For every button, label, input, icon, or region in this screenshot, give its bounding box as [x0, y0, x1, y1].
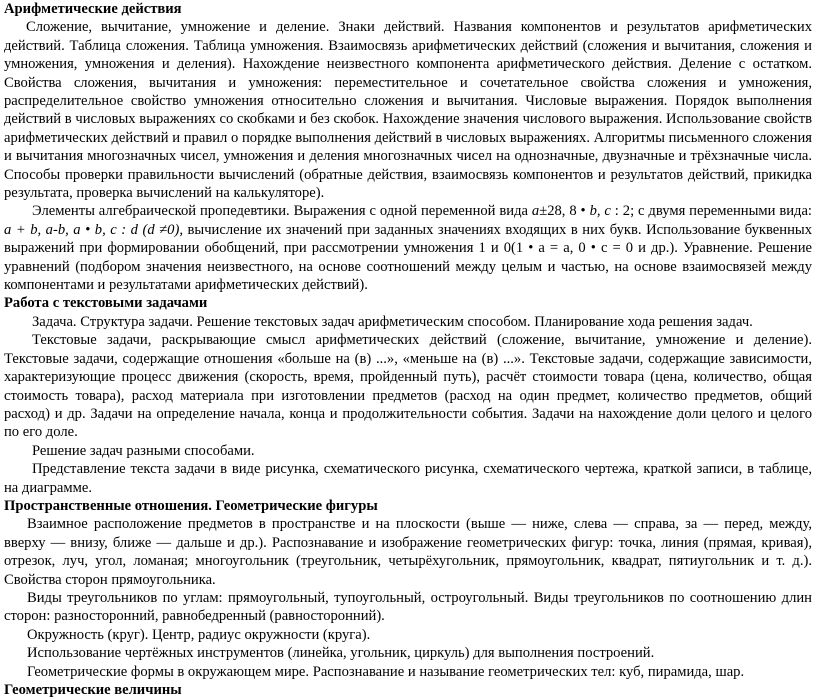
paragraph-text-part: Элементы алгебраической пропедевтики. Выражения с одной переменной вида	[32, 203, 532, 220]
paragraph-text-part: вычисление их значений при заданных значениях входящих в них букв. Использование буквенных выражений при формировании обобщений, при рассмотрении умножения 1 и 0(1 • а = а, 0 • с = 0 и др.). Уравнение. Решение уравнений (подбором значения неизвестного, на основе соотношений между целым и частью, на основе взаимосвязей между компонентами и результатами арифметических действий).	[4, 221, 812, 294]
paragraph-geometric-solids: Геометрические формы в окружающем мире. Распознавание и называние геометрических тел: куб, пирамида, шар.	[27, 663, 745, 680]
expression-italic: а + b, а-b, а • b, c : d (d ≠0),	[4, 221, 183, 238]
paragraph-algebra-propaedeutics	[4, 202, 812, 294]
paragraph-circle: Окружность (круг). Центр, радиус окружности (круга).	[27, 626, 371, 643]
paragraph-problem-types: Текстовые задачи, раскрывающие смысл арифметических действий (сложение, вычитание, умножение и деление). Текстовые задачи, содержащие отношения «больше на (в) ...», «меньше на (в) ...». Текстовые задачи, содержащие зависимости, характеризующие процесс движения (скорость, время, пройденный путь), расчёт стоимости товара (цена, количество, общая стоимость товара), расход материала при изготовлении предметов (расход на один предмет, количество предметов, общий расход) и др. Задачи на определение начала, конца и продолжительности события. Задачи на нахождение доли целого и целого по его доле.	[4, 332, 812, 441]
section-heading-word-problems: Работа с текстовыми задачами	[4, 295, 208, 312]
paragraph-drawing-tools: Использование чертёжных инструментов (линейка, угольник, циркуль) для выполнения построений.	[27, 645, 655, 662]
section-heading-arithmetic: Арифметические действия	[4, 1, 182, 17]
section-heading-geometry: Пространственные отношения. Геометрические фигуры	[4, 497, 378, 514]
paragraph-triangle-types: Виды треугольников по углам: прямоугольный, тупоугольный, остроугольный. Виды треугольников по соотношению длин сторон: разносторонний, равнобедренный (равносторонний).	[4, 589, 812, 625]
section-heading-geometric-quantities: Геометрические величины	[4, 681, 182, 698]
expression-italic: а	[531, 203, 540, 220]
paragraph-problem-representation: Представление текста задачи в виде рисунка, схематического рисунка, схематического чертежа, краткой записи, в таблице, на диаграмме.	[4, 461, 812, 496]
paragraph-solution-methods: Решение задач разными способами.	[32, 442, 255, 459]
paragraph-text-part: ±28, 8 •	[539, 203, 590, 220]
paragraph-arithmetic-operations: Сложение, вычитание, умножение и деление. Знаки действий. Названия компонентов и результатов арифметических действий. Таблица сложения. Таблица умножения. Взаимосвязь арифметических действий (сложения и вычитания, сложения и умножения, умножения и деления). Нахождение неизвестного компонента арифметического действия. Деление с остатком. Свойства сложения, вычитания и умножения: переместительное и сочетательное свойства сложения и умножения, распределительное свойство умножения относительно сложения и вычитания. Числовые выражения. Порядок выполнения действий в числовых выражениях со скобками и без скобок. Нахождение значения числового выражения. Использование свойств арифметических действий и правил о порядке выполнения действий в числовых выражениях. Алгоритмы письменного сложения и вычитания многозначных чисел, умножения и деления многозначных чисел на однозначные, двузначные и трёхзначные числа. Способы проверки правильности вычислений (обратные действия, взаимосвязь компонентов и результатов действий, прикидка результата, проверка вычислений на калькуляторе).	[4, 19, 812, 202]
paragraph-problem-structure: Задача. Структура задачи. Решение текстовых задач арифметическим способом. Планирование хода решения задач.	[32, 313, 753, 330]
paragraph-text-part: : 2; с двумя переменными вида:	[610, 203, 812, 220]
paragraph-spatial-relations: Взаимное расположение предметов в пространстве и на плоскости (выше — ниже, слева — справа, за — перед, между, вверху — внизу, ближе — дальше и др.). Распознавание и изображение геометрических фигур: точка, линия (прямая, кривая), отрезок, луч, угол, ломаная; многоугольник (треугольник, четырёхугольник, прямоугольник, квадрат, пятиугольник и т. д.). Свойства сторон прямоугольника.	[4, 516, 812, 588]
expression-italic: b, с	[589, 203, 611, 220]
